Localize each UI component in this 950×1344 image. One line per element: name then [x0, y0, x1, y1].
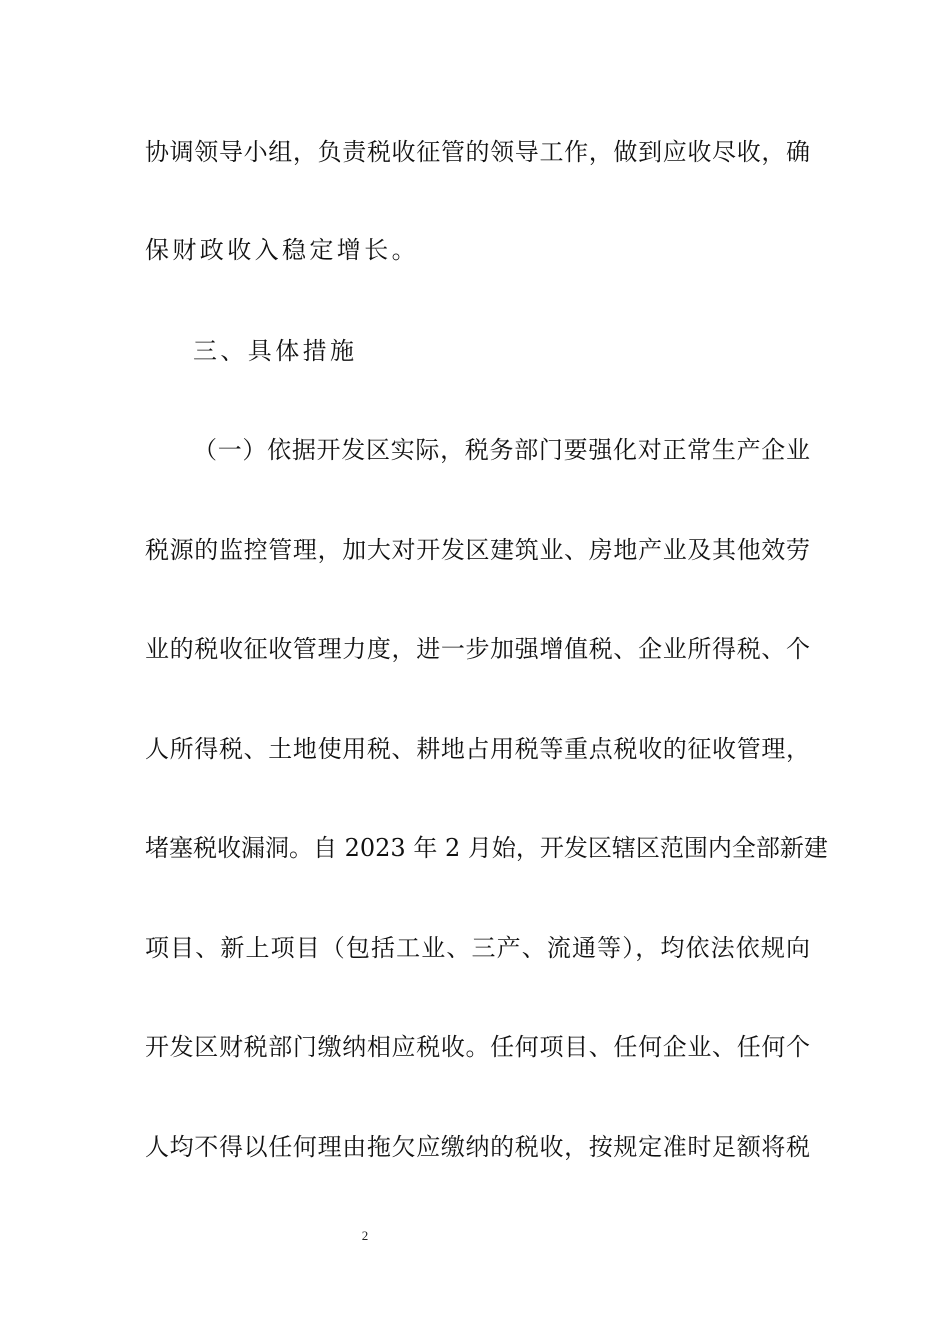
text-line-10: 开发区财税部门缴纳相应税收。任何项目、任何企业、任何个 [145, 1033, 810, 1061]
text-line-8: 堵塞税收漏洞。自 2023 年 2 月始，开发区辖区范围内全部新建 [145, 834, 828, 862]
text-line-2: 保财政收入稳定增长。 [145, 236, 419, 264]
text-line-9: 项目、新上项目（包括工业、三产、流通等），均依法依规向 [145, 934, 810, 962]
text-line-11: 人均不得以任何理由拖欠应缴纳的税收，按规定准时足额将税 [145, 1133, 810, 1161]
page-number: 2 [361, 1228, 369, 1243]
section-heading: 三、具体措施 [193, 337, 358, 365]
text-line-5: 税源的监控管理，加大对开发区建筑业、房地产业及其他效劳 [145, 536, 810, 564]
text-line-1: 协调领导小组，负责税收征管的领导工作，做到应收尽收，确 [145, 138, 810, 166]
text-line-6: 业的税收征收管理力度，进一步加强增值税、企业所得税、个 [145, 635, 810, 663]
text-line-4: （一）依据开发区实际，税务部门要强化对正常生产企业 [193, 436, 810, 464]
text-line-7: 人所得税、土地使用税、耕地占用税等重点税收的征收管理， [145, 735, 810, 763]
